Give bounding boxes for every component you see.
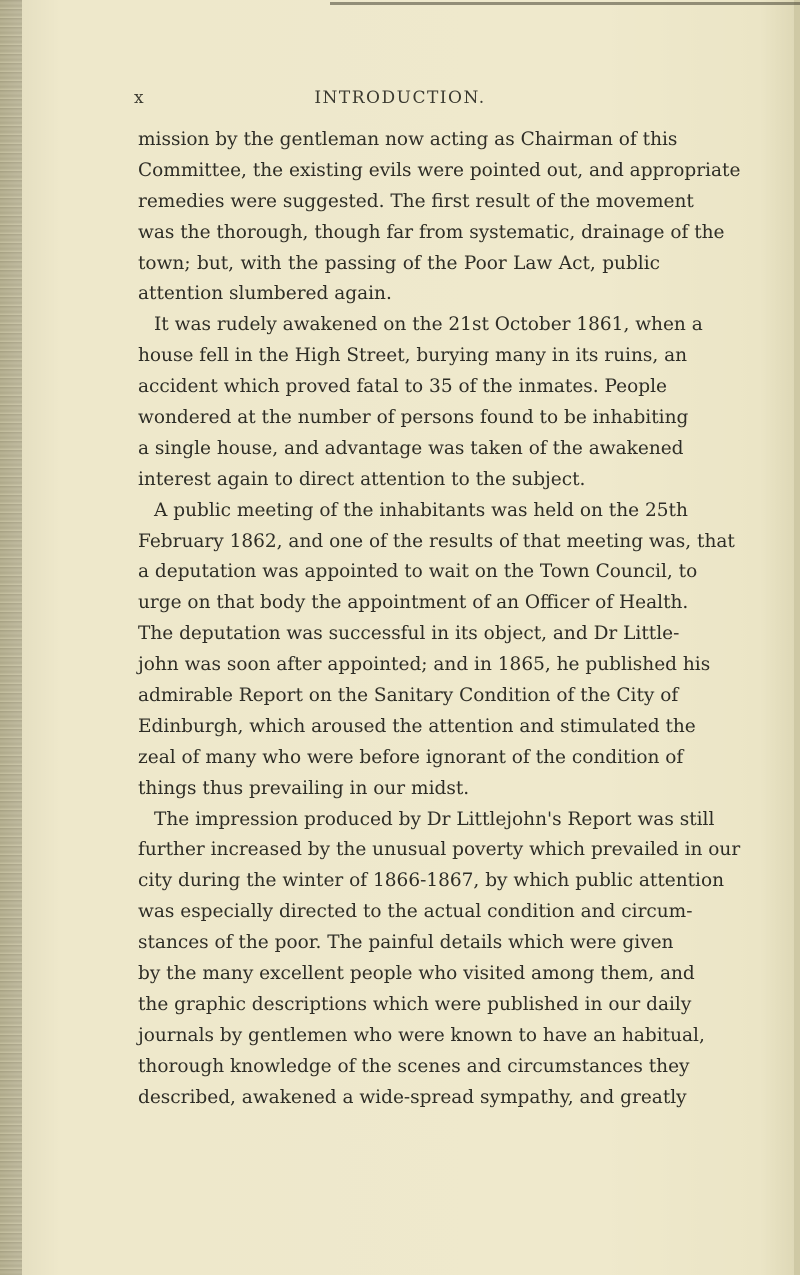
text-line: It was rudely awakened on the 21st October 1861, when a [154,314,703,336]
text-line: attention slumbered again. [138,283,392,305]
text-line: remedies were suggested. The first result of the movement [138,190,694,212]
text-line: Edinburgh, which aroused the attention and stimulated the [138,715,696,737]
running-title: INTRODUCTION. [314,88,486,108]
text-line: was the thorough, though far from systematic, drainage of the [138,221,725,243]
text-line: admirable Report on the Sanitary Condition of the City of [138,685,679,707]
top-edge-rule [330,2,800,5]
body-text [138,125,741,1114]
text-line: February 1862, and one of the results of that meeting was, that [138,530,735,552]
text-line: the graphic descriptions which were published in our daily [138,993,692,1015]
text-line: zeal of many who were before ignorant of the condition of [138,746,684,768]
text-line: urge on that body the appointment of an Officer of Health. [138,592,689,614]
text-line: city during the winter of 1866-1867, by which public attention [138,870,725,892]
text-line: mission by the gentleman now acting as Chairman of this [138,129,678,150]
paragraph [138,125,741,310]
text-line: further increased by the unusual poverty which prevailed in our [138,839,741,861]
text-line: by the many excellent people who visited among them, and [138,963,695,985]
text-line: stances of the poor. The painful details which were given [138,932,674,954]
text-line: thorough knowledge of the scenes and circumstances they [138,1055,690,1077]
page-header [0,88,800,114]
text-line: town; but, with the passing of the Poor Law Act, public [138,252,660,274]
text-line: house fell in the High Street, burying many in its ruins, an [138,345,688,367]
text-line: Committee, the existing evils were pointed out, and appropriate [138,159,741,181]
text-line: a single house, and advantage was taken of the awakened [138,437,684,459]
text-line: journals by gentlemen who were known to have an habitual, [138,1024,705,1046]
text-line: interest again to direct attention to the subject. [138,468,586,490]
page-right-edge [794,0,800,1275]
text-line: A public meeting of the inhabitants was held on the 25th [154,499,688,521]
text-line: things thus prevailing in our midst. [138,777,470,799]
paragraph [138,496,735,805]
paragraph [138,805,741,1114]
text-line: john was soon after appointed; and in 1865, he published his [138,654,711,676]
page-number: x [134,88,145,108]
text-line: a deputation was appointed to wait on the Town Council, to [138,561,698,583]
text-line: accident which proved fatal to 35 of the inmates. People [138,376,667,398]
text-line: The impression produced by Dr Littlejohn's Report was still [154,808,715,830]
book-binding-edge [0,0,22,1275]
text-line: wondered at the number of persons found to be inhabiting [138,407,689,429]
text-line: described, awakened a wide-spread sympathy, and greatly [138,1086,687,1108]
text-line: was especially directed to the actual condition and circum- [138,901,693,923]
text-line: The deputation was successful in its object, and Dr Little- [138,623,680,645]
paragraph [138,310,703,495]
